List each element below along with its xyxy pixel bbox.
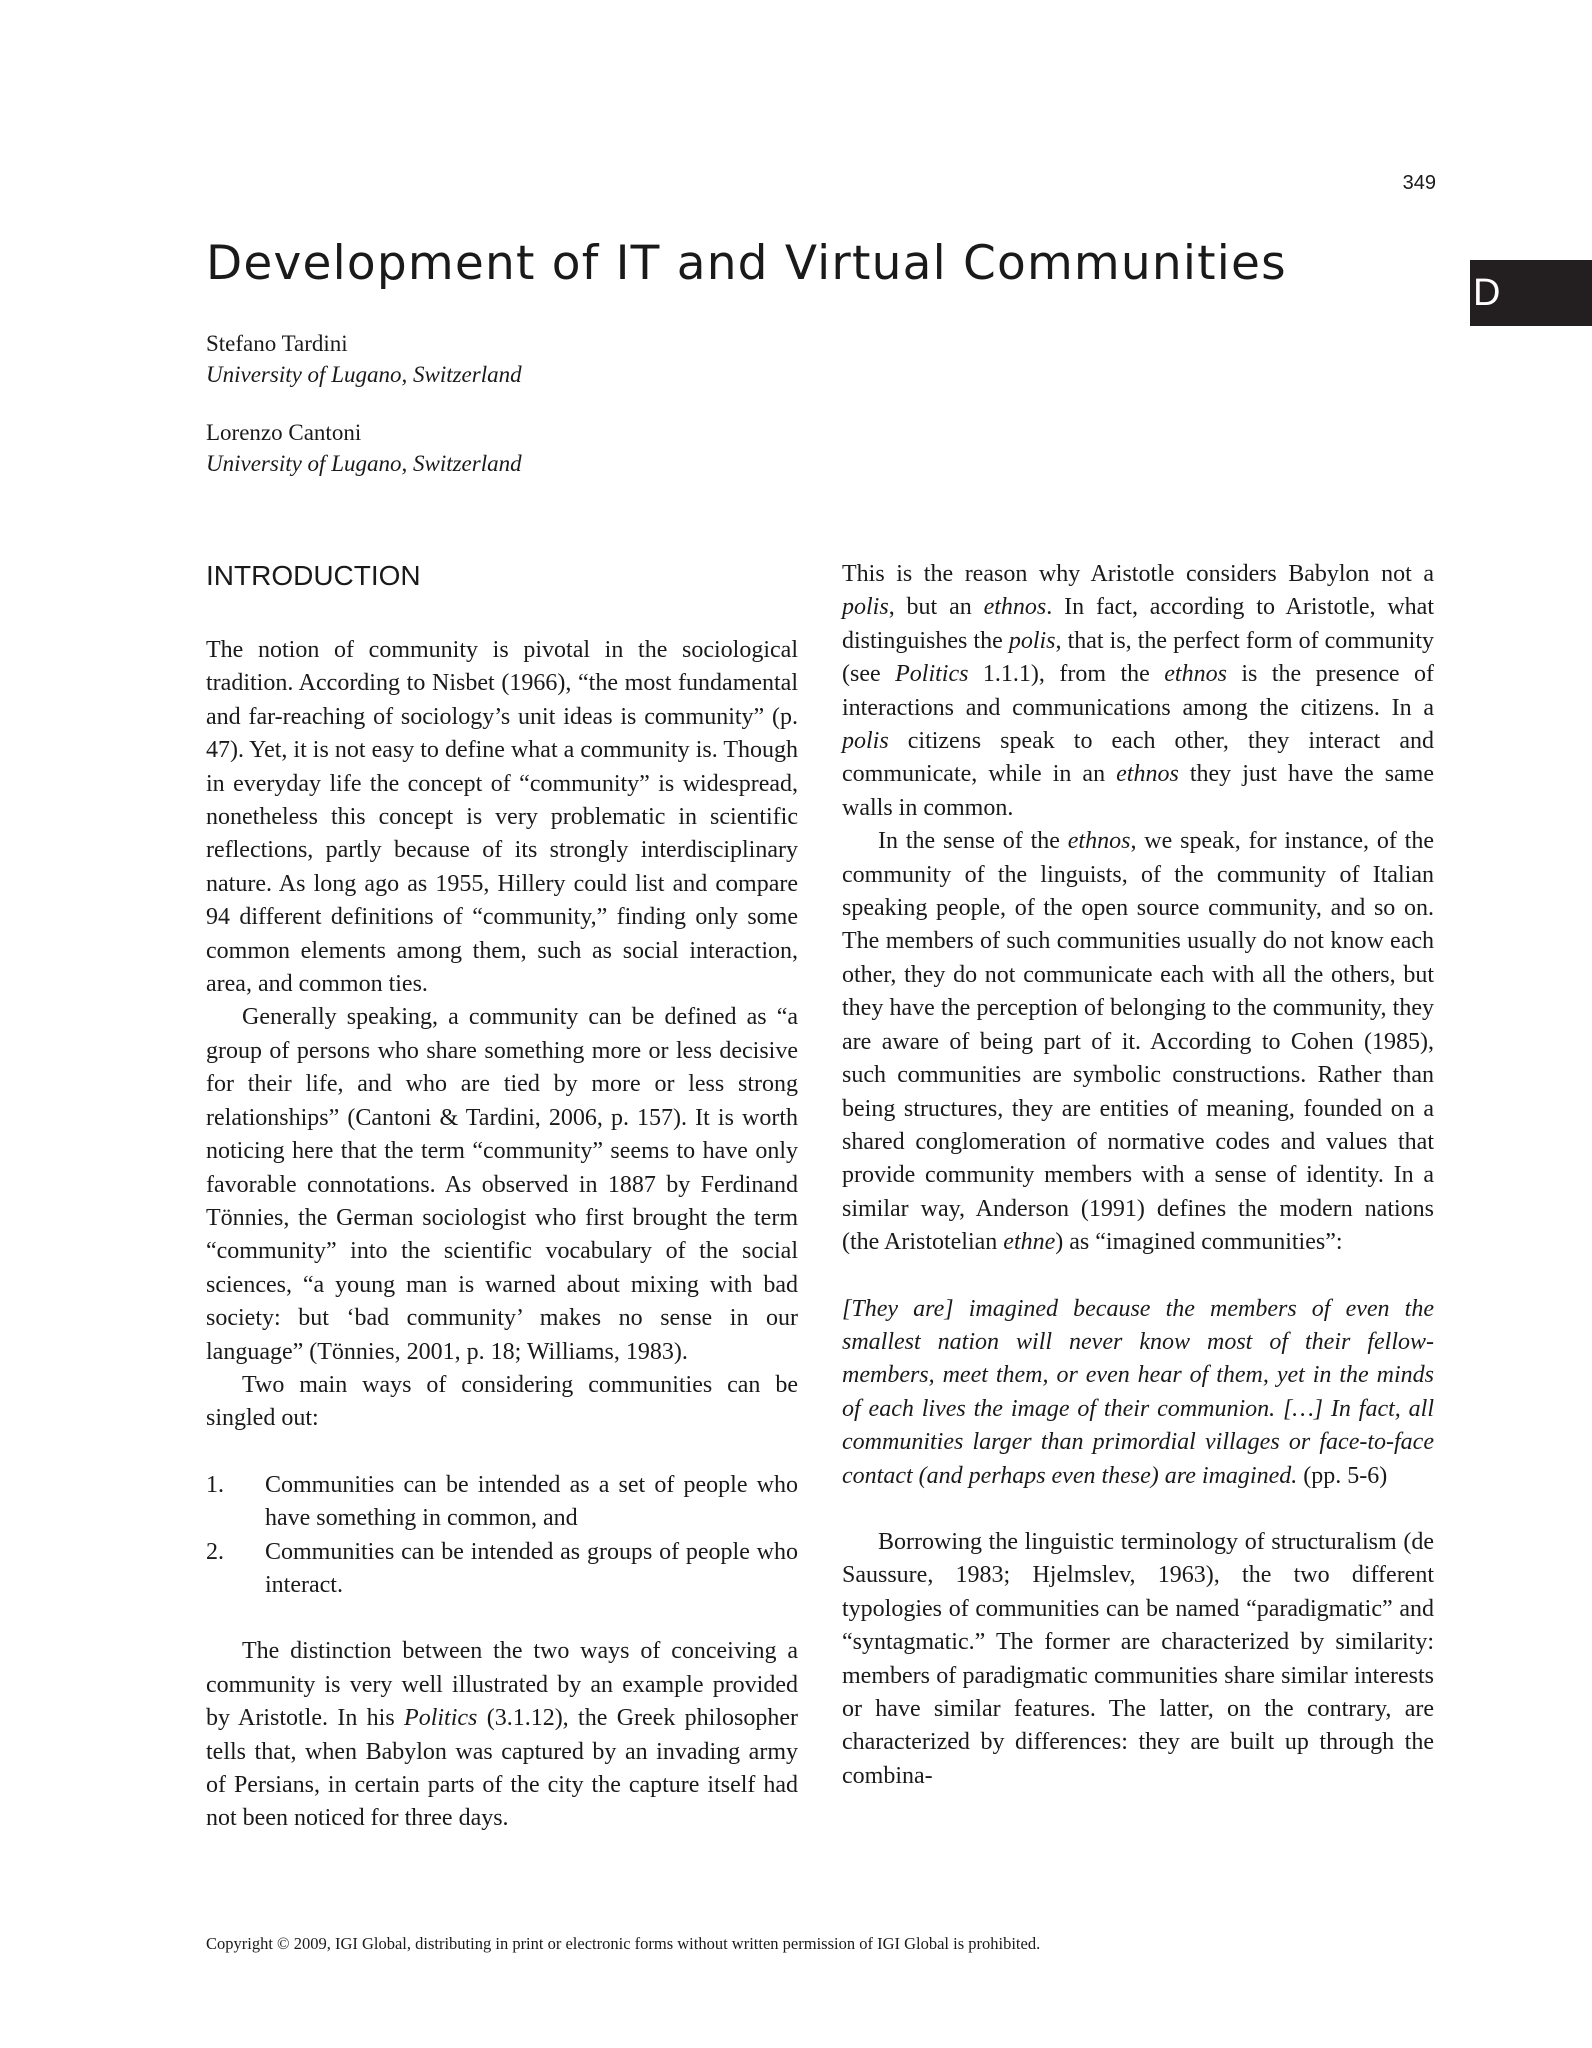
italic-term: polis xyxy=(842,728,889,755)
numbered-list xyxy=(206,1469,798,1603)
left-column xyxy=(206,556,798,1836)
author-block xyxy=(206,328,522,506)
text-run: they just have the same walls in common. xyxy=(842,761,1435,821)
body-paragraph xyxy=(842,558,1434,825)
author-name: Stefano Tardini xyxy=(206,331,348,356)
text-run: This is the reason why Aristotle considers Babylon not a xyxy=(842,561,1434,587)
text-run: , we speak, for instance, of the community of the linguists, of the community of Italian speaking people, of the open source community, and so on. The members of such communities usually do not know each other, they do not communicate each with all the others, but they have the perception of belonging to the community, they are aware of being part of it. According to Cohen (1985), such communities are symbolic constructions. Rather than being structures, they are entities of meaning, founded on a shared conglomeration of normative codes and values that provide community members with a sense of identity. In a similar way, Anderson (1991) defines the modern nations (the Aristotelian xyxy=(842,828,1435,1256)
author-affiliation: University of Lugano, Switzerland xyxy=(206,451,522,476)
text-run: citizens speak to each other, they interact and communicate, while in an xyxy=(842,728,1434,788)
section-letter-tab: D xyxy=(1470,260,1592,326)
body-paragraph: The notion of community is pivotal in the sociological tradition. According to Nisbet (1966), “the most fundamental and far-reaching of sociology’s unit ideas is community” (p. 47). Yet, it is not easy to define what a community is. Though in everyday life the concept of “community” is widespread, nonetheless this concept is very problematic in scientific reflections, partly because of its strongly interdisciplinary nature. As long ago as 1955, Hillery could list and compare 94 different definitions of “community,” finding only some common elements among them, such as social interaction, area, and common ties. xyxy=(206,637,798,998)
quote-citation: (pp. 5-6) xyxy=(1297,1462,1388,1489)
list-item xyxy=(206,1469,798,1536)
quote-text: [They are] imagined because the members of even the smallest nation will never know most of their fellow-members, meet them, or even hear of them, yet in the minds of each lives the image of their communion. […] In fact, all communities larger than primordial villages or face-to-face contact (and perhaps even these) are imagined. xyxy=(842,1295,1434,1489)
italic-term: Politics xyxy=(404,1705,478,1732)
italic-term: polis xyxy=(1008,627,1056,654)
text-run: . In fact, according to Aristotle, what distinguishes the xyxy=(842,594,1434,654)
text-run: In the sense of the xyxy=(878,828,1068,855)
italic-term: polis xyxy=(842,594,889,621)
italic-term: Politics xyxy=(895,661,969,688)
body-paragraph: Generally speaking, a community can be defined as “a group of persons who share something more or less decisive for their life, and who are tied by more or less strong relationships” (Cantoni & Tardini, 2006, p. 157). It is worth noticing here that the term “community” seems to have only favorable connotations. As observed in 1887 by Ferdinand Tönnies, the German sociologist who first brought the term “community” into the scientific vocabulary of the social sciences, “a young man is warned about mixing with bad society: but ‘bad community’ makes no sense in our language” (Tönnies, 2001, p. 18; Williams, 1983). xyxy=(206,1004,798,1365)
italic-term: ethnos xyxy=(1116,761,1179,788)
text-run: 1.1.1), from the xyxy=(968,661,1165,688)
copyright-notice: Copyright © 2009, IGI Global, distributing in print or electronic forms without written permission of IGI Global is prohibited. xyxy=(206,1934,1041,1953)
author-name: Lorenzo Cantoni xyxy=(206,420,362,445)
italic-term: ethne xyxy=(1003,1229,1056,1256)
body-paragraph: Borrowing the linguistic terminology of structuralism (de Saussure, 1983; Hjelmslev, 1963), the two different typologies of communities can be named “paradigmatic” and “syntagmatic.” The former are characterized by similarity: members of paradigmatic communities share similar interests or have similar features. The latter, on the contrary, are characterized by differences: they are built up through the combina- xyxy=(842,1528,1434,1789)
text-run: ) as “imagined communities”: xyxy=(1055,1229,1343,1256)
text-run: (3.1.12), the Greek philosopher tells that, when Babylon was captured by an invading army of Persians, in certain parts of the city the capture itself had not been noticed for three days. xyxy=(206,1705,798,1832)
body-paragraph xyxy=(842,825,1434,1259)
section-heading: INTRODUCTION xyxy=(206,560,421,591)
page-number: 349 xyxy=(1402,172,1436,194)
text-run: The distinction between the two ways of conceiving a community is very well illustrated by an example provided by Aristotle. In his xyxy=(206,1638,798,1732)
right-column xyxy=(842,558,1434,1793)
text-run: is the presence of interactions and communications among the citizens. In a xyxy=(842,661,1435,721)
body-paragraph: Two main ways of considering communities can be singled out: xyxy=(206,1371,798,1432)
author-entry xyxy=(206,328,522,390)
text-run: , that is, the perfect form of community (see xyxy=(842,627,1434,688)
list-item xyxy=(206,1536,798,1603)
list-number: 2. xyxy=(206,1538,224,1565)
list-item-text: Communities can be intended as a set of people who have something in common, and xyxy=(265,1471,798,1532)
text-run: , but an xyxy=(888,594,984,621)
list-number: 1. xyxy=(206,1471,224,1498)
article-title: Development of IT and Virtual Communities xyxy=(206,236,1287,291)
author-affiliation: University of Lugano, Switzerland xyxy=(206,362,522,387)
list-item-text: Communities can be intended as groups of people who interact. xyxy=(265,1538,798,1598)
italic-term: ethnos xyxy=(1164,661,1227,688)
author-entry xyxy=(206,417,522,479)
body-paragraph xyxy=(206,1635,798,1835)
block-quote xyxy=(842,1293,1434,1493)
italic-term: ethnos xyxy=(1067,828,1131,855)
italic-term: ethnos xyxy=(983,594,1047,621)
